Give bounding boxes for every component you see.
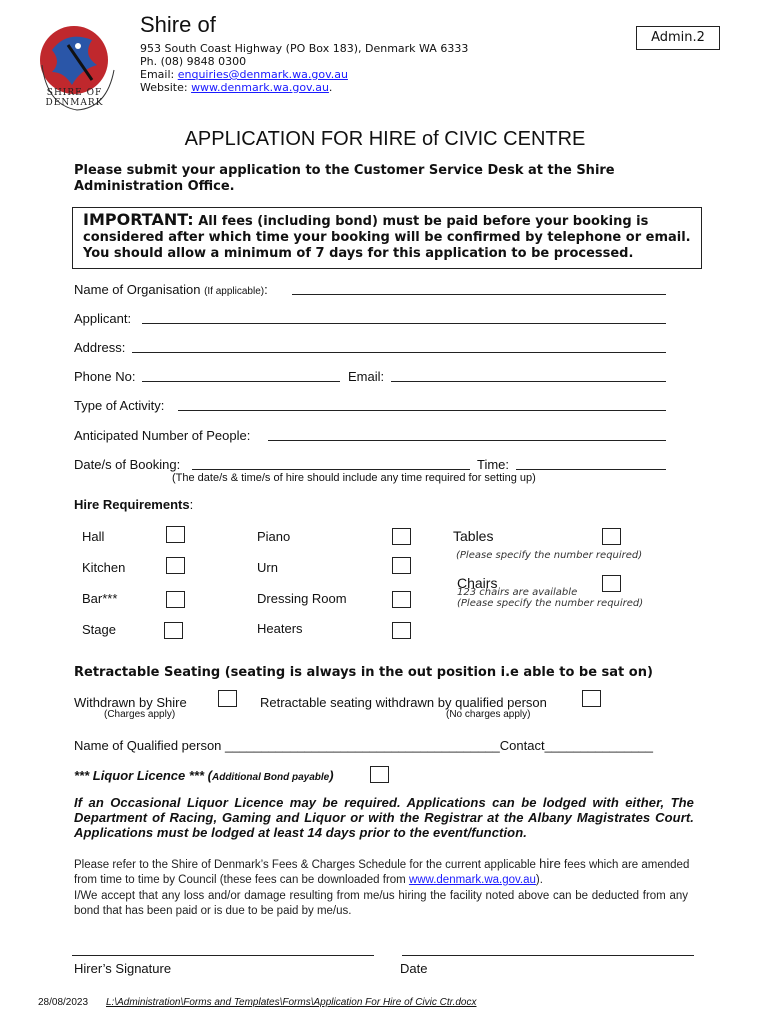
phone-label: Phone No: bbox=[74, 369, 136, 384]
piano-checkbox[interactable] bbox=[392, 528, 411, 545]
hire-requirements-label: Hire Requirements bbox=[74, 497, 190, 512]
liquor-notice: If an Occasional Liquor Licence may be required. Applications can be lodged with either, The Department of Racing, Gaming and Liquor or with the Registrar at the Albany Magistrates Court. Applications must be lodged at least 14 days prior to the event/function. bbox=[74, 795, 694, 840]
dressing-room-checkbox[interactable] bbox=[392, 591, 411, 608]
applicant-label: Applicant: bbox=[74, 311, 132, 326]
qualified-checkbox[interactable] bbox=[582, 690, 601, 707]
fees-link[interactable]: www.denmark.wa.gov.au bbox=[408, 874, 536, 886]
address-field[interactable] bbox=[132, 352, 666, 353]
shire-title: Shire of bbox=[140, 12, 216, 37]
shire-website-line bbox=[140, 81, 332, 94]
email-label: Email: bbox=[140, 68, 178, 81]
organisation-colon: : bbox=[264, 282, 268, 297]
signature-field[interactable] bbox=[72, 955, 374, 956]
chairs-note-2: (Please specify the number required) bbox=[457, 598, 644, 609]
seating-heading: Retractable Seating (seating is always in the out position i.e able to be sat on) bbox=[74, 665, 653, 680]
important-box bbox=[72, 207, 702, 269]
footer-date: 28/08/2023 bbox=[38, 997, 89, 1008]
footer-path: L:\Administration\Forms and Templates\Forms\Application For Hire of Civic Ctr.docx bbox=[106, 997, 477, 1008]
dates-field[interactable] bbox=[192, 469, 470, 470]
shire-logo bbox=[22, 10, 127, 120]
date-label: Date bbox=[400, 961, 428, 976]
shire-email-line bbox=[140, 68, 348, 81]
logo-text: SHIRE OF DENMARK bbox=[45, 88, 104, 108]
bar-checkbox[interactable] bbox=[166, 591, 185, 608]
fees-text bbox=[74, 856, 698, 888]
kitchen-checkbox[interactable] bbox=[166, 557, 185, 574]
item-heaters-label: Heaters bbox=[257, 621, 303, 636]
accept-text: I/We accept that any loss and/or damage resulting from me/us hiring the facility noted above can be deducted from any bond that has been paid or is due to be paid by me/us. bbox=[74, 890, 688, 917]
item-piano-label: Piano bbox=[257, 529, 291, 544]
withdrawn-label: Withdrawn by Shire bbox=[74, 695, 187, 710]
item-kitchen-label: Kitchen bbox=[82, 560, 126, 575]
dates-label: Date/s of Booking: bbox=[74, 457, 181, 472]
shire-address: 953 South Coast Highway (PO Box 183), Denmark WA 6333 bbox=[140, 42, 469, 55]
liquor-suffix: ) bbox=[329, 768, 334, 783]
heaters-checkbox[interactable] bbox=[392, 622, 411, 639]
time-field[interactable] bbox=[516, 469, 666, 470]
qualified-person-row[interactable]: Name of Qualified person ______________________________________Contact_______________ bbox=[74, 738, 654, 753]
organisation-note: (If applicable) bbox=[204, 286, 265, 297]
item-urn-label: Urn bbox=[257, 560, 278, 575]
organisation-label-row bbox=[74, 282, 268, 297]
form-code-box: Admin.2 bbox=[636, 26, 720, 50]
signature-label: Hirer’s Signature bbox=[74, 961, 172, 976]
email-field-label: Email: bbox=[348, 369, 385, 384]
important-text: All fees (including bond) must be paid before your booking is considered after which time your booking will be confirmed by telephone or email. You should allow a minimum of 7 days for this application to be processed. bbox=[83, 214, 691, 261]
liquor-checkbox[interactable] bbox=[370, 766, 389, 783]
organisation-label: Name of Organisation bbox=[74, 282, 201, 297]
hire-requirements-heading bbox=[74, 497, 193, 512]
tables-note: (Please specify the number required) bbox=[456, 550, 643, 561]
withdrawn-note: (Charges apply) bbox=[104, 709, 176, 720]
dates-note: (The date/s & time/s of hire should include any time required for setting up) bbox=[172, 472, 536, 484]
liquor-prefix: *** Liquor Licence *** ( bbox=[74, 768, 212, 783]
item-bar-label: Bar*** bbox=[82, 591, 118, 606]
item-stage-label: Stage bbox=[82, 622, 116, 637]
fees-text-part3: ). bbox=[535, 874, 543, 886]
activity-label: Type of Activity: bbox=[74, 398, 165, 413]
email-field[interactable] bbox=[391, 381, 666, 382]
activity-field[interactable] bbox=[178, 410, 666, 411]
applicant-field[interactable] bbox=[142, 323, 666, 324]
important-heading: IMPORTANT: bbox=[83, 210, 194, 229]
people-label: Anticipated Number of People: bbox=[74, 428, 251, 443]
urn-checkbox[interactable] bbox=[392, 557, 411, 574]
chairs-checkbox[interactable] bbox=[602, 575, 621, 592]
intro-text: Please submit your application to the Customer Service Desk at the Shire Administration Office. bbox=[74, 163, 615, 194]
withdrawn-checkbox[interactable] bbox=[218, 690, 237, 707]
website-link[interactable]: www.denmark.wa.gov.au bbox=[191, 81, 329, 94]
qualified-label: Retractable seating withdrawn by qualified person bbox=[260, 695, 547, 710]
item-dressing-room-label: Dressing Room bbox=[257, 591, 347, 606]
stage-checkbox[interactable] bbox=[164, 622, 183, 639]
hire-requirements-colon: : bbox=[189, 497, 194, 512]
liquor-licence-label bbox=[74, 768, 334, 783]
website-suffix: . bbox=[328, 81, 333, 94]
item-chairs-label: Chairs bbox=[457, 575, 498, 591]
address-label: Address: bbox=[74, 340, 126, 355]
item-tables-label: Tables bbox=[453, 528, 494, 544]
email-link[interactable]: enquiries@denmark.wa.gov.au bbox=[177, 68, 348, 81]
qualified-note: (No charges apply) bbox=[446, 709, 531, 720]
item-hall-label: Hall bbox=[82, 529, 105, 544]
shire-phone: Ph. (08) 9848 0300 bbox=[140, 55, 247, 68]
tables-checkbox[interactable] bbox=[602, 528, 621, 545]
liquor-note: Additional Bond payable bbox=[211, 772, 330, 783]
organisation-field[interactable] bbox=[292, 294, 666, 295]
date-field[interactable] bbox=[402, 955, 694, 956]
chairs-note-1: 123 chairs are available bbox=[457, 587, 578, 598]
hall-checkbox[interactable] bbox=[166, 526, 185, 543]
people-field[interactable] bbox=[268, 440, 666, 441]
time-label: Time: bbox=[477, 457, 510, 472]
page-title: APPLICATION FOR HIRE of CIVIC CENTRE bbox=[184, 128, 586, 150]
fees-text-part1: Please refer to the Shire of Denmark’s Fees & Charges Schedule for the current applicable bbox=[74, 859, 540, 871]
fees-text-hire: hire bbox=[539, 856, 561, 871]
fees-text-part2: fees which are amended from time to time by Council (these fees can be downloaded from bbox=[74, 859, 690, 886]
phone-field[interactable] bbox=[142, 381, 340, 382]
website-label: Website: bbox=[140, 81, 192, 94]
